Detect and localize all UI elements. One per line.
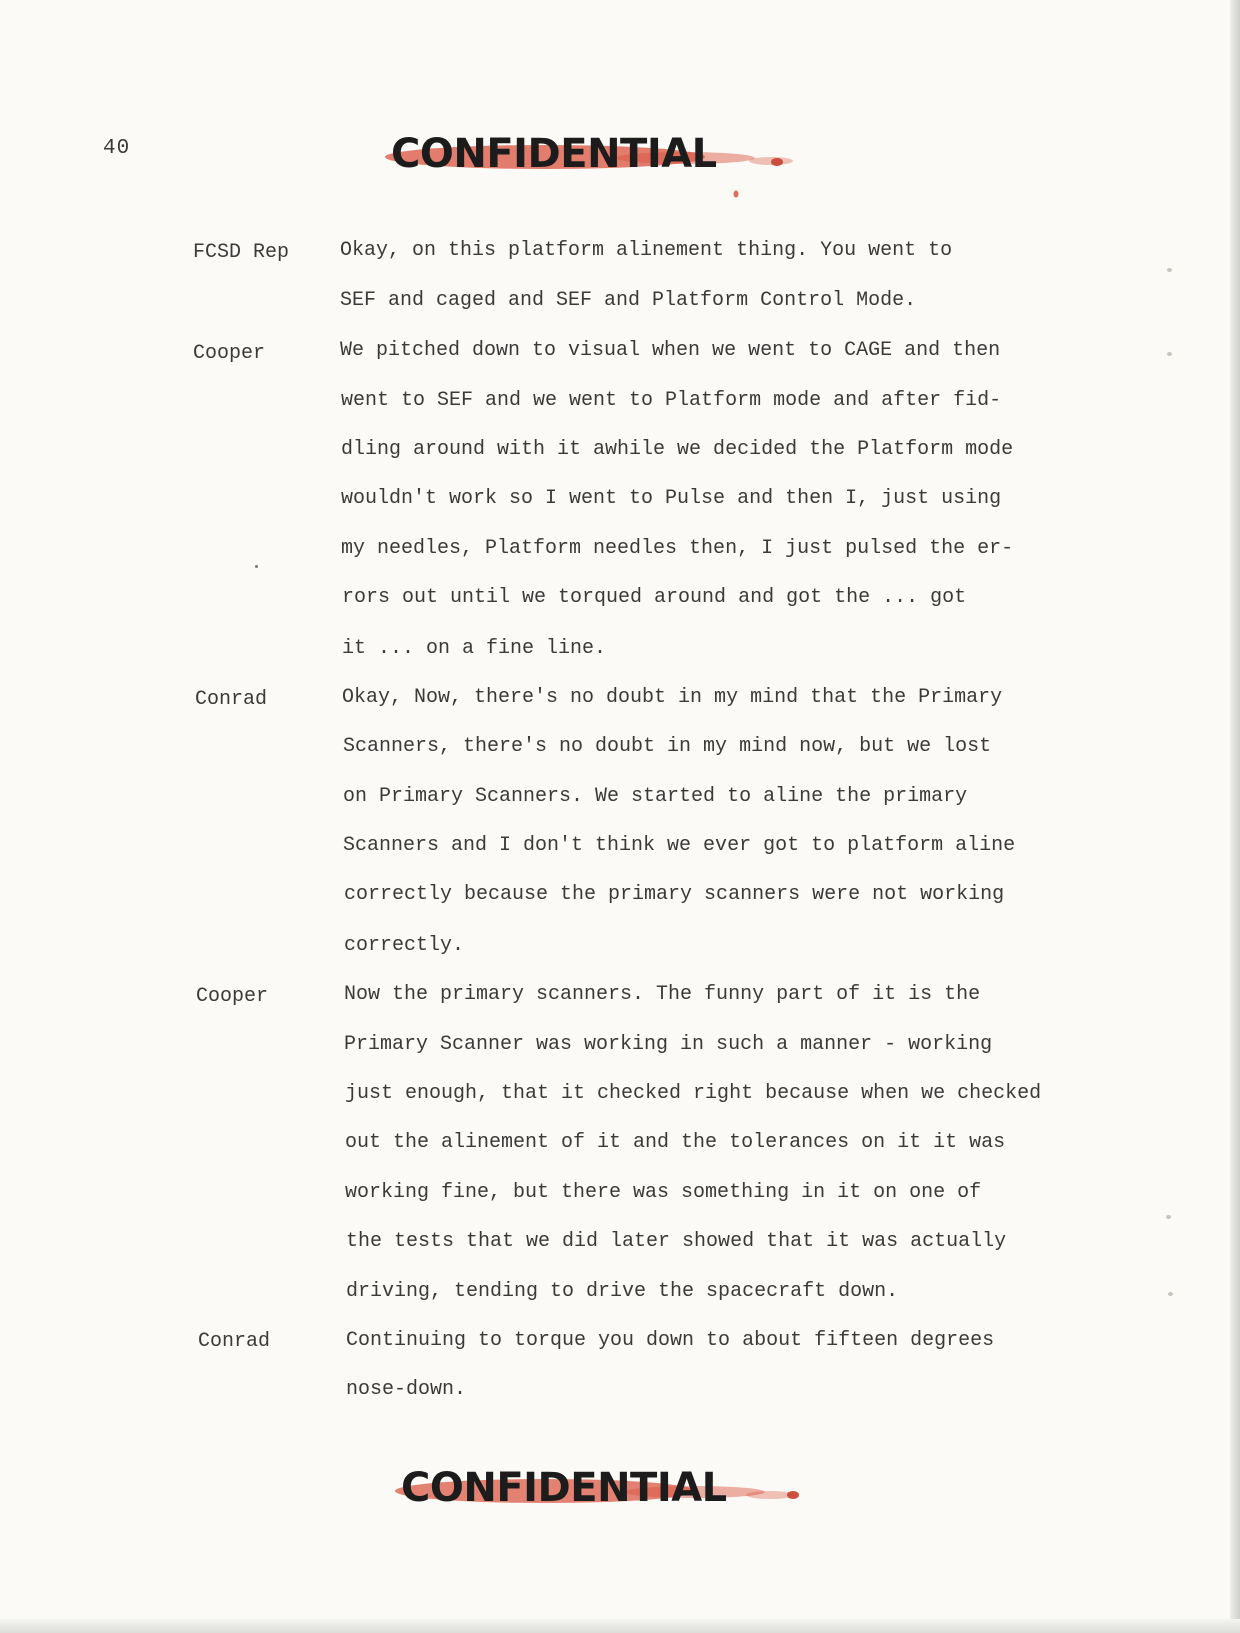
- scan-speck: [255, 565, 258, 568]
- speaker-label: Conrad: [195, 688, 268, 711]
- transcript-line: Okay, Now, there's no doubt in my mind that the Primary: [342, 686, 1003, 709]
- speaker-label: Conrad: [198, 1330, 271, 1353]
- page-edge-bottom: [0, 1619, 1240, 1633]
- speaker-label: FCSD Rep: [193, 241, 290, 264]
- transcript-line: SEF and caged and SEF and Platform Control Mode.: [340, 289, 917, 312]
- transcript-line: We pitched down to visual when we went to CAGE and then: [340, 339, 1001, 362]
- transcript-line: nose-down.: [346, 1378, 467, 1401]
- page-edge-right: [1230, 0, 1240, 1633]
- transcript-line: dling around with it awhile we decided the Platform mode: [341, 438, 1014, 461]
- confidential-stamp-text: CONFIDENTIAL: [391, 131, 717, 177]
- confidential-stamp-bottom: [395, 1462, 835, 1522]
- confidential-stamp-text: CONFIDENTIAL: [401, 1465, 727, 1511]
- scan-speck: [1167, 352, 1172, 356]
- transcript-line: my needles, Platform needles then, I just pulsed the er-: [341, 537, 1014, 560]
- transcript-line: Scanners and I don't think we ever got to platform aline: [343, 834, 1016, 857]
- transcript-line: driving, tending to drive the spacecraft down.: [346, 1280, 899, 1303]
- transcript-line: working fine, but there was something in it on one of: [345, 1181, 982, 1204]
- transcript-line: wouldn't work so I went to Pulse and then I, just using: [341, 487, 1002, 510]
- transcript-line: out the alinement of it and the tolerances on it it was: [345, 1131, 1006, 1154]
- speaker-label: Cooper: [193, 342, 266, 365]
- transcript-line: correctly because the primary scanners were not working: [344, 883, 1005, 906]
- transcript-line: just enough, that it checked right because when we checked: [345, 1082, 1042, 1105]
- transcript-line: Continuing to torque you down to about fifteen degrees: [346, 1329, 995, 1352]
- transcript-line: the tests that we did later showed that it was actually: [346, 1230, 1007, 1253]
- transcript-line: it ... on a fine line.: [342, 637, 607, 660]
- scan-speck: [1167, 268, 1172, 272]
- transcript-line: rors out until we torqued around and got the ... got: [342, 586, 967, 609]
- transcript-line: Primary Scanner was working in such a manner - working: [344, 1033, 993, 1056]
- transcript-line: on Primary Scanners. We started to aline the primary: [343, 785, 968, 808]
- transcript-line: Scanners, there's no doubt in my mind now, but we lost: [343, 735, 992, 758]
- ink-drip: [732, 188, 740, 200]
- page-number: 40: [103, 137, 131, 160]
- transcript-line: went to SEF and we went to Platform mode and after fid-: [341, 389, 1002, 412]
- scan-speck: [1168, 1292, 1173, 1296]
- scan-speck: [1166, 1215, 1171, 1219]
- speaker-label: Cooper: [196, 985, 269, 1008]
- transcript-line: Okay, on this platform alinement thing. You went to: [340, 239, 953, 262]
- transcript-line: Now the primary scanners. The funny part of it is the: [344, 983, 981, 1006]
- transcript-line: correctly.: [344, 934, 465, 957]
- confidential-stamp-top: [385, 128, 825, 188]
